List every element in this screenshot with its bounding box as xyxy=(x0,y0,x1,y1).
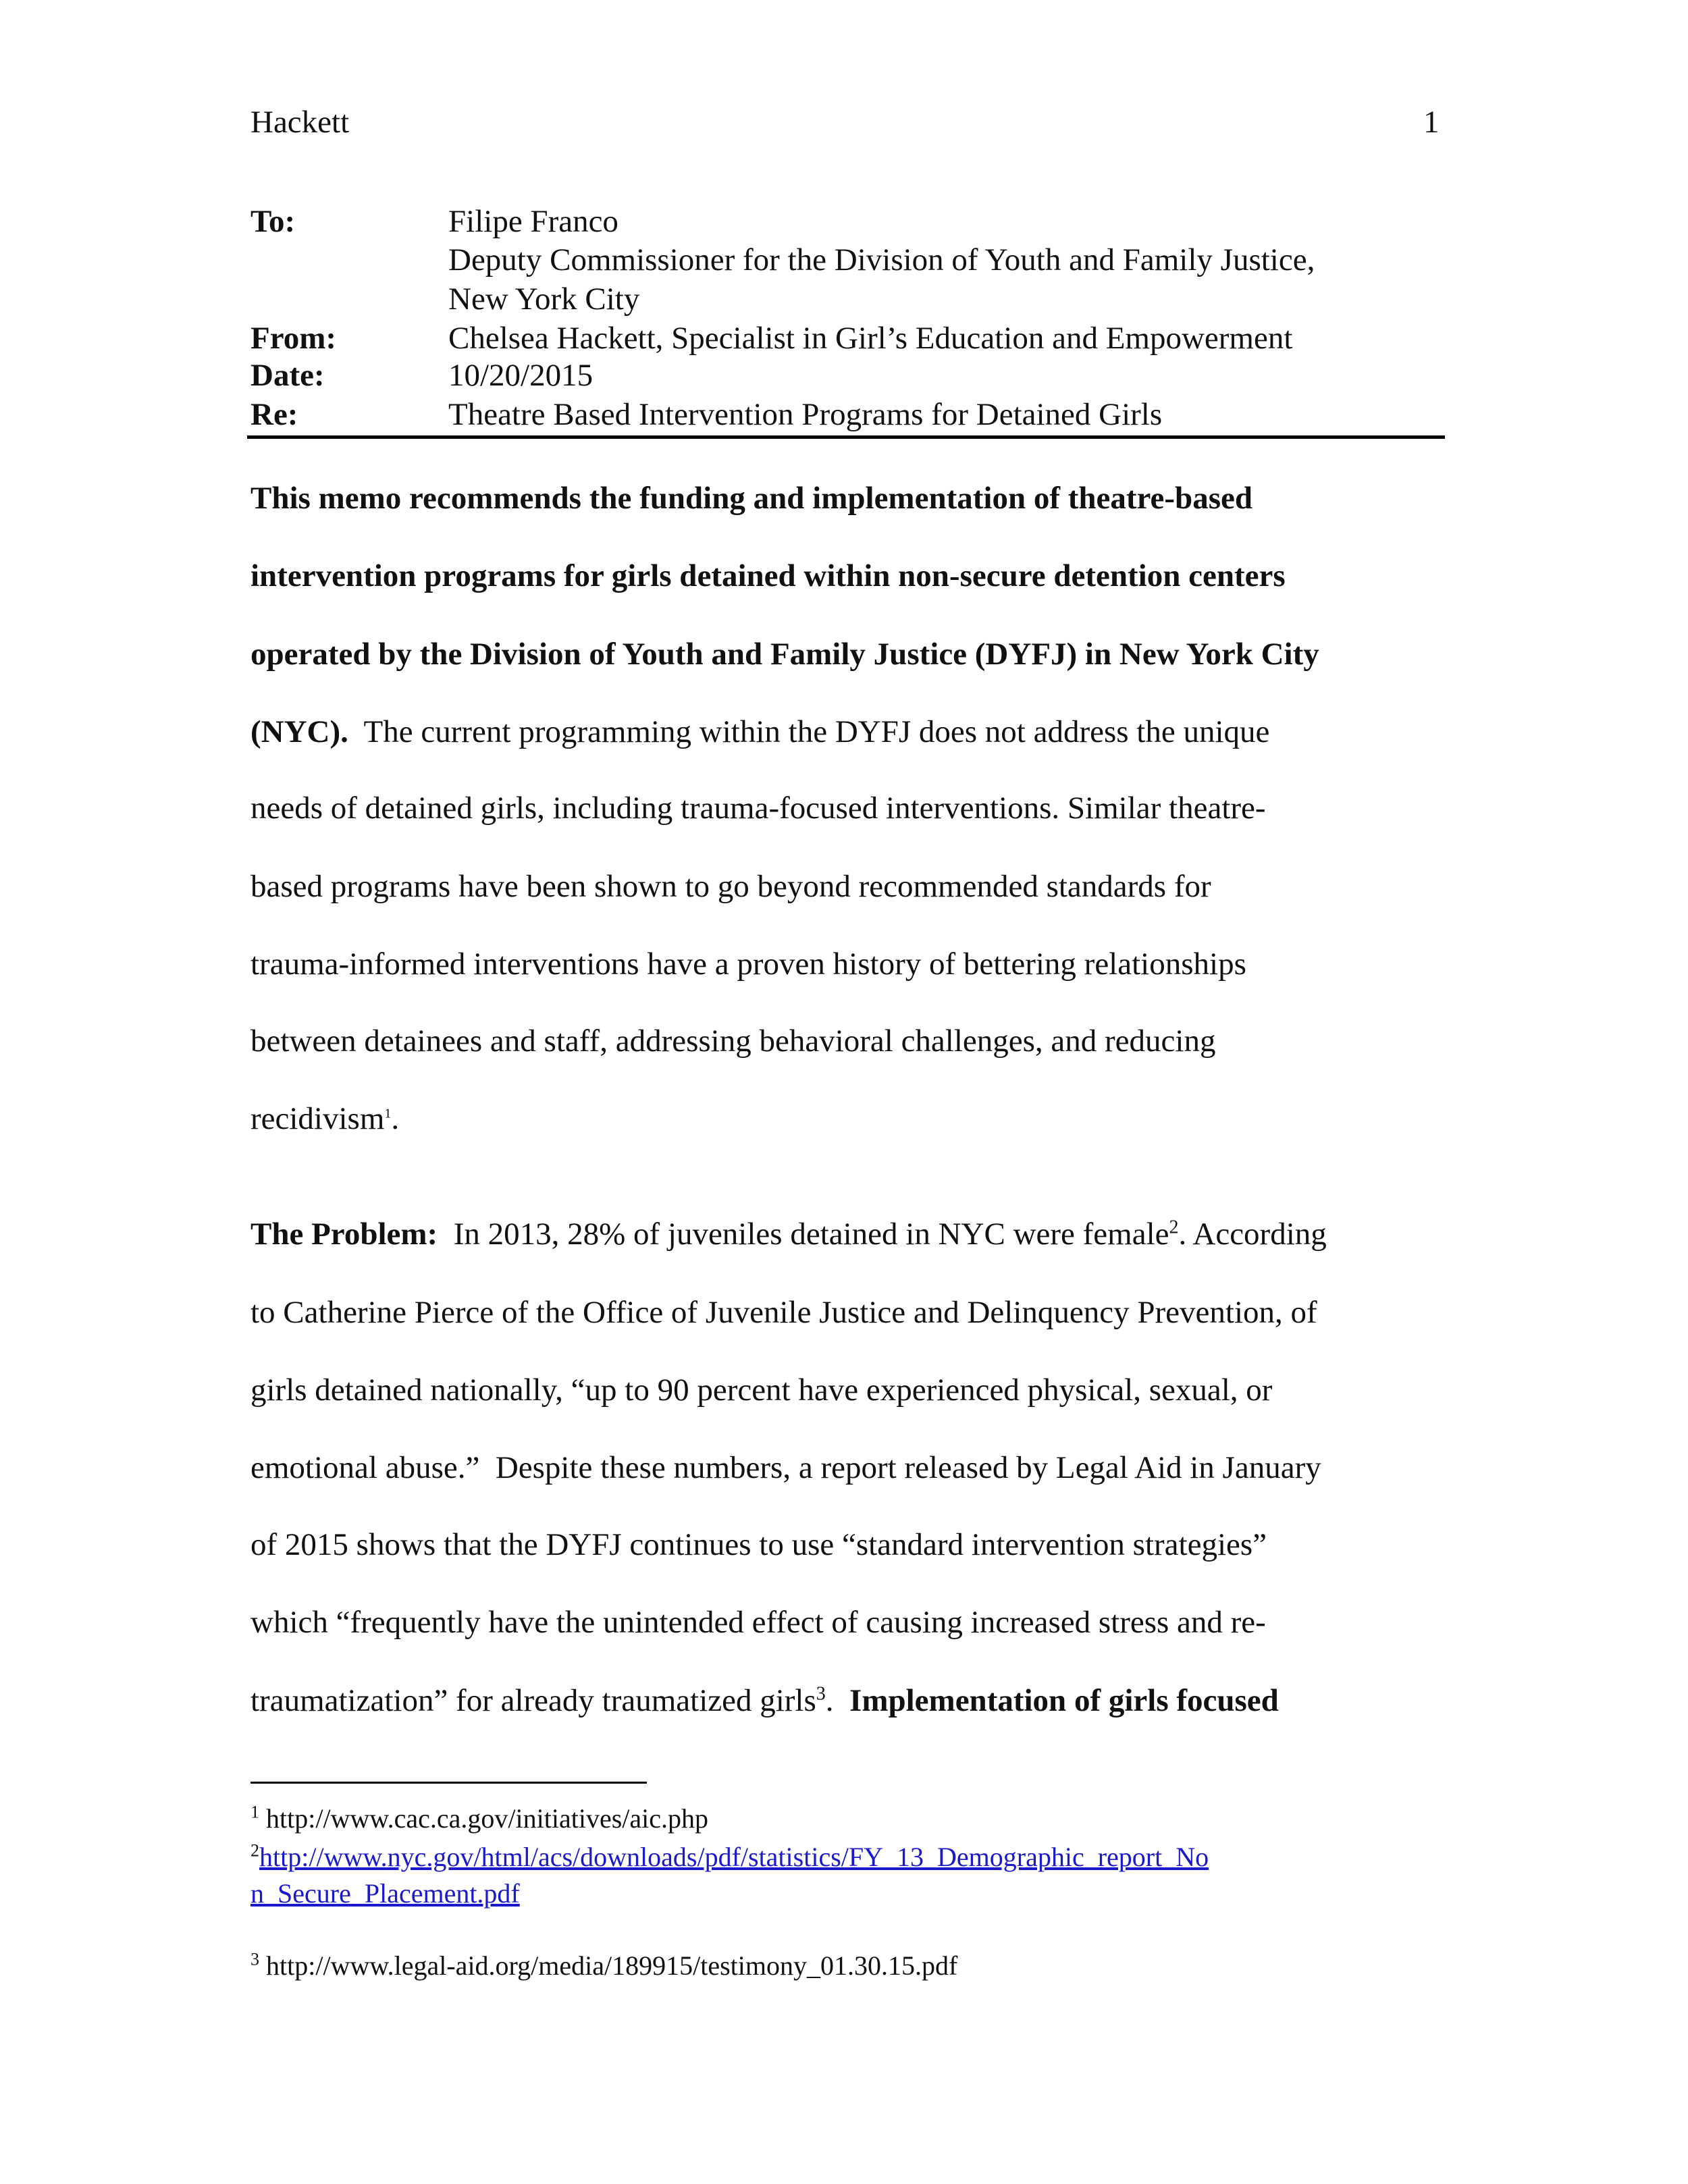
text-line: girls detained nationally, “up to 90 percent have experienced physical, sexual, or xyxy=(250,1373,1273,1408)
to-city: New York City xyxy=(448,282,640,317)
re-value: Theatre Based Intervention Programs for Detained Girls xyxy=(448,397,1163,432)
footnote-separator xyxy=(250,1782,647,1784)
text-line: traumatization” for already traumatized girls xyxy=(250,1683,816,1718)
footnote-text: http://www.legal-aid.org/media/189915/testimony_01.30.15.pdf xyxy=(266,1950,958,1981)
text-line: Implementation of girls focused xyxy=(849,1683,1279,1718)
text-line: of 2015 shows that the DYFJ continues to use “standard intervention strategies” xyxy=(250,1527,1267,1562)
text-line: which “frequently have the unintended effect of causing increased stress and re- xyxy=(250,1605,1266,1640)
date-value: 10/20/2015 xyxy=(448,358,594,393)
footnote-ref-2[interactable]: 2 xyxy=(1169,1217,1179,1238)
text-line: . According xyxy=(1178,1217,1327,1252)
footnote-2 xyxy=(250,1840,1209,1874)
footnote-link-continued[interactable]: n_Secure_Placement.pdf xyxy=(250,1878,520,1909)
footnote-ref-3[interactable]: 3 xyxy=(816,1683,826,1705)
text-line: needs of detained girls, including trauma-focused interventions. Similar theatre- xyxy=(250,791,1266,826)
footnote-text: http://www.cac.ca.gov/initiatives/aic.php xyxy=(266,1803,708,1834)
header-divider xyxy=(247,435,1445,439)
from-value: Chelsea Hackett, Specialist in Girl’s Education and Empowerment xyxy=(448,321,1293,356)
from-label: From: xyxy=(250,321,337,356)
text-line: The current programming within the DYFJ does not address the unique xyxy=(348,714,1270,749)
text-line: based programs have been shown to go beyond recommended standards for xyxy=(250,869,1211,904)
footnote-number: 2 xyxy=(250,1840,259,1861)
text-line: operated by the Division of Youth and Family Justice (DYFJ) in New York City xyxy=(250,637,1319,672)
text-line: between detainees and staff, addressing behavioral challenges, and reducing xyxy=(250,1023,1216,1059)
footnote-ref-1[interactable]: 1 xyxy=(384,1106,392,1121)
text-line: (NYC). xyxy=(250,714,348,749)
re-label: Re: xyxy=(250,397,298,432)
section-heading: The Problem: xyxy=(250,1217,438,1252)
footnote-3 xyxy=(250,1949,957,1983)
running-header-author: Hackett xyxy=(250,105,350,140)
to-title: Deputy Commissioner for the Division of Youth and Family Justice, xyxy=(448,242,1315,277)
text-line: trauma-informed interventions have a proven history of bettering relationships xyxy=(250,947,1246,982)
text-line: . xyxy=(825,1683,850,1718)
footnote-number: 3 xyxy=(250,1949,259,1969)
to-label: To: xyxy=(250,204,296,239)
text-line: In 2013, 28% of juveniles detained in NYC were female xyxy=(438,1217,1169,1252)
text-line: emotional abuse.” Despite these numbers, a report released by Legal Aid in January xyxy=(250,1450,1321,1485)
page-number: 1 xyxy=(1423,105,1440,140)
text-line: This memo recommends the funding and implementation of theatre-based xyxy=(250,481,1252,516)
text-line: intervention programs for girls detained within non-secure detention centers xyxy=(250,558,1286,593)
date-label: Date: xyxy=(250,358,325,393)
text-line: . xyxy=(391,1101,400,1136)
footnote-link[interactable]: http://www.nyc.gov/html/acs/downloads/pdf/statistics/FY_13_Demographic_report_No xyxy=(259,1842,1209,1872)
text-line: recidivism xyxy=(250,1101,385,1136)
to-name: Filipe Franco xyxy=(448,204,618,239)
text-line: to Catherine Pierce of the Office of Juvenile Justice and Delinquency Prevention, of xyxy=(250,1295,1317,1330)
footnote-number: 1 xyxy=(250,1802,259,1822)
footnote-1 xyxy=(250,1802,708,1836)
